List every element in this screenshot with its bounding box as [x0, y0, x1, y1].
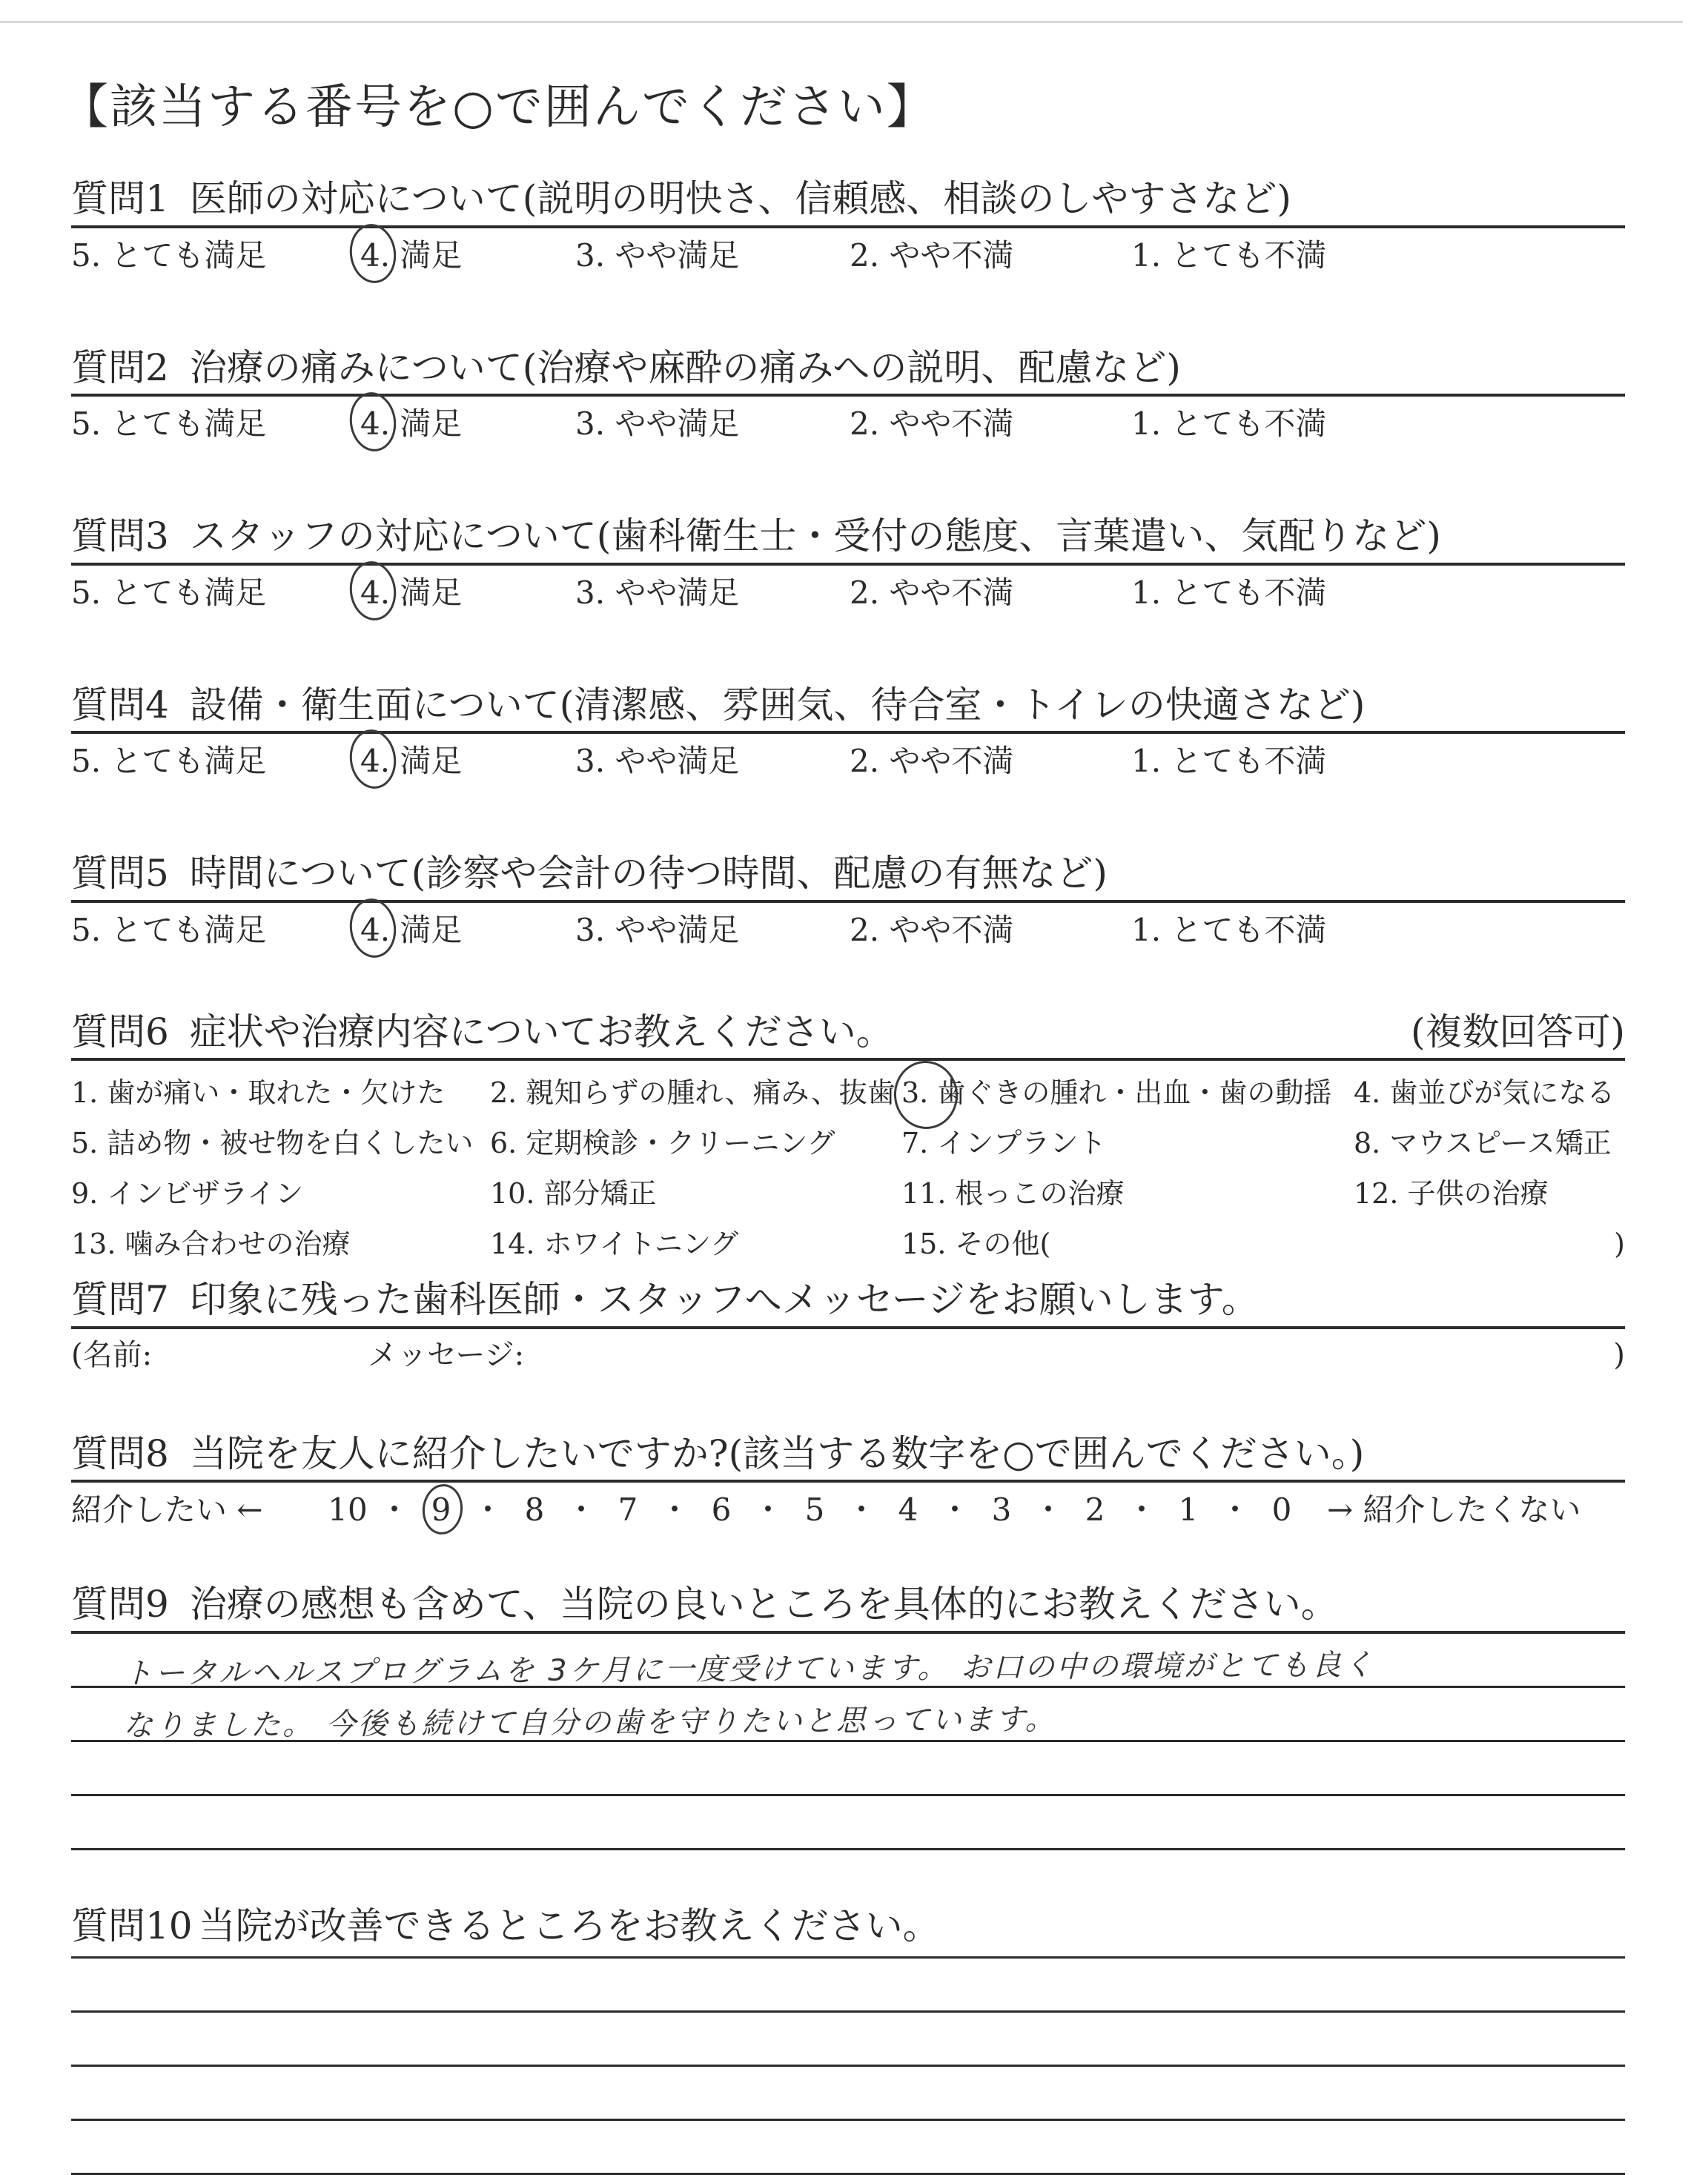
rating-option[interactable]: 2. やや不満: [850, 911, 1014, 948]
question-text: 印象に残った歯科医師・スタッフへメッセージをお願いします。: [189, 1278, 1259, 1322]
question-4: [71, 684, 1625, 791]
hand-drawn-circle-mark: [346, 896, 400, 961]
scale-number[interactable]: 5: [804, 1492, 825, 1529]
question-3: [71, 515, 1625, 622]
question-number: 質問6: [71, 1010, 169, 1053]
rating-choices: [71, 903, 1625, 959]
question-5-header: [71, 853, 1625, 903]
symptom-option-blank: [1354, 1222, 1625, 1265]
rating-option[interactable]: 2. やや不満: [850, 405, 1014, 443]
question-9: [71, 1583, 1625, 1850]
rating-option[interactable]: 3. やや満足: [575, 405, 740, 443]
message-row: [71, 1329, 1625, 1381]
symptom-options: [71, 1061, 1625, 1279]
rating-option[interactable]: 1. とても不満: [1131, 911, 1327, 948]
question-3-header: [71, 515, 1625, 566]
scale-number[interactable]: 10: [328, 1492, 368, 1529]
scale-separator: ・: [471, 1492, 503, 1529]
rating-choices: [71, 566, 1625, 622]
symptom-option[interactable]: 14. ホワイトニング: [490, 1228, 739, 1261]
rating-option[interactable]: 1. とても不満: [1131, 574, 1327, 611]
rating-option[interactable]: 5. とても満足: [71, 236, 267, 274]
scale-separator: ・: [565, 1492, 597, 1529]
scale-separator: ・: [1032, 1492, 1064, 1529]
question-text: 時間について(診察や会計の待つ時間、配慮の有無など): [189, 852, 1108, 896]
rating-option[interactable]: 1. とても不満: [1131, 405, 1327, 443]
rating-choices: [71, 734, 1625, 790]
rating-choices: [71, 397, 1625, 453]
scale-number[interactable]: 8: [524, 1492, 545, 1529]
handwritten-answer-line: なりました。 今後も続けて自分の歯を守りたいと思っています。: [122, 1702, 1057, 1744]
scale-separator: ・: [1125, 1492, 1157, 1529]
question-text: 設備・衛生面について(清潔感、雰囲気、待合室・トイレの快適さなど): [189, 683, 1366, 726]
question-text: 治療の痛みについて(治療や麻酔の痛みへの説明、配慮など): [189, 345, 1181, 389]
question-2: [71, 347, 1625, 454]
rating-option[interactable]: 1. とても不満: [1131, 236, 1327, 274]
symptom-option[interactable]: 2. 親知らずの腫れ、痛み、抜歯: [490, 1076, 896, 1110]
scale-number[interactable]: 9: [418, 1492, 464, 1539]
question-text: 治療の感想も含めて、当院の良いところを具体的にお教えください。: [189, 1583, 1338, 1626]
rating-questions: [71, 178, 1625, 959]
symptom-option[interactable]: 7. インプラント: [901, 1127, 1107, 1160]
question-number: 質問2: [71, 345, 169, 389]
message-label[interactable]: メッセージ:: [368, 1337, 525, 1372]
scale-number[interactable]: 7: [618, 1492, 638, 1529]
symptom-option[interactable]: 1. 歯が痛い・取れた・欠けた: [71, 1076, 446, 1110]
question-text: 症状や治療内容についてお教えください。: [189, 1010, 893, 1053]
question-8-header: [71, 1433, 1625, 1483]
name-label[interactable]: (名前:: [71, 1337, 153, 1372]
question-number: 質問4: [71, 683, 169, 726]
hand-drawn-circle-mark: [346, 726, 400, 792]
question-1: [71, 178, 1625, 285]
question-text: 当院を友人に紹介したいですか?(該当する数字を○で囲んでください。): [189, 1431, 1365, 1475]
question-7-header: [71, 1279, 1625, 1329]
question-1-header: [71, 178, 1625, 228]
answer-area-10[interactable]: [71, 1952, 1625, 2175]
handwritten-answer-line: トータルヘルスプログラムを 3ケ月に一度受けています。 お口の中の環境がとても良く: [122, 1647, 1376, 1691]
rating-option[interactable]: 2. やや不満: [850, 574, 1014, 611]
rating-option[interactable]: 4. 満足: [353, 575, 575, 622]
scale-number[interactable]: 4: [898, 1492, 918, 1529]
answer-line: [71, 1952, 1625, 1959]
rating-option[interactable]: 3. やや満足: [575, 743, 740, 780]
question-text: 当院が改善できるところをお教えください。: [198, 1904, 940, 1947]
scale-number[interactable]: 0: [1271, 1492, 1292, 1529]
question-10: [71, 1905, 1625, 2175]
answer-line: [71, 2013, 1625, 2067]
recommend-right-label: → 紹介したくない: [1327, 1492, 1581, 1529]
symptom-option[interactable]: 13. 噛み合わせの治療: [71, 1228, 351, 1261]
question-number: 質問10: [71, 1904, 193, 1947]
close-paren: ): [1613, 1337, 1625, 1372]
scale-separator: ・: [939, 1492, 970, 1529]
scale-separator: ・: [752, 1492, 784, 1529]
answer-line: [71, 2067, 1625, 2121]
question-text: スタッフの対応について(歯科衛生士・受付の態度、言葉遣い、気配りなど): [189, 514, 1441, 558]
scale-number[interactable]: 2: [1085, 1492, 1105, 1529]
scale-separator: ・: [845, 1492, 877, 1529]
close-paren: ): [1614, 1228, 1625, 1261]
rating-choices: [71, 228, 1625, 285]
recommend-scale: [71, 1483, 1625, 1539]
rating-option[interactable]: 3. やや満足: [575, 236, 740, 274]
scale-number[interactable]: 3: [991, 1492, 1012, 1529]
survey-sheet: [61, 80, 1625, 2175]
rating-option[interactable]: 4. 満足: [353, 912, 575, 959]
symptom-option[interactable]: 12. 子供の治療: [1354, 1177, 1549, 1211]
hand-drawn-circle-mark: [346, 558, 400, 623]
hand-drawn-circle-mark: [346, 389, 400, 454]
answer-area-9[interactable]: [71, 1634, 1625, 1850]
rating-option[interactable]: 1. とても不満: [1131, 743, 1327, 780]
question-number: 質問1: [71, 177, 169, 221]
question-number: 質問9: [71, 1583, 169, 1626]
hand-drawn-circle-mark: [420, 1483, 466, 1537]
symptom-option[interactable]: 11. 根っこの治療: [901, 1177, 1125, 1211]
question-text: 医師の対応について(説明の明快さ、信頼感、相談のしやすさなど): [189, 177, 1291, 221]
question-6-header: [71, 1011, 1625, 1062]
scale-separator: ・: [1219, 1492, 1251, 1529]
rating-option[interactable]: 5. とても満足: [71, 911, 267, 948]
hand-drawn-circle-mark: [346, 221, 400, 286]
scale-separator: ・: [378, 1492, 410, 1529]
symptom-option[interactable]: 9. インビザライン: [71, 1177, 304, 1211]
rating-option[interactable]: 4. 満足: [353, 743, 575, 790]
symptom-option[interactable]: 10. 部分矯正: [490, 1177, 657, 1211]
sheet-instruction: 【該当する番号を○で囲んでください】: [61, 80, 936, 135]
symptom-option[interactable]: 4. 歯並びが気になる: [1354, 1076, 1615, 1110]
question-5: [71, 853, 1625, 959]
rating-option[interactable]: 3. やや満足: [575, 574, 740, 611]
question-8: [71, 1433, 1625, 1540]
rating-option[interactable]: 5. とても満足: [71, 405, 267, 443]
answer-line: [71, 1959, 1625, 2013]
rating-option[interactable]: 5. とても満足: [71, 743, 267, 780]
question-10-header: [71, 1905, 1625, 1953]
scan-edge: [0, 21, 1683, 23]
recommend-left-label: 紹介したい ←: [71, 1492, 263, 1529]
rating-option[interactable]: 2. やや不満: [850, 236, 1014, 274]
answer-line: [71, 1796, 1625, 1850]
symptom-option[interactable]: 15. その他(: [901, 1228, 1051, 1261]
rating-option[interactable]: 5. とても満足: [71, 574, 267, 611]
rating-option[interactable]: 2. やや不満: [850, 743, 1014, 780]
symptom-option[interactable]: 6. 定期検診・クリーニング: [490, 1127, 835, 1160]
scale-number[interactable]: 6: [711, 1492, 732, 1529]
scale-separator: ・: [658, 1492, 690, 1529]
symptom-option[interactable]: 5. 詰め物・被せ物を白くしたい: [71, 1127, 474, 1160]
rating-option[interactable]: 3. やや満足: [575, 911, 740, 948]
question-7: [71, 1279, 1625, 1381]
question-number: 質問3: [71, 514, 169, 558]
multiple-answer-note: (複数回答可): [1410, 1010, 1625, 1053]
symptom-option[interactable]: 3. 歯ぐきの腫れ・出血・歯の動揺: [901, 1071, 1354, 1114]
answer-line: [71, 1742, 1625, 1796]
rating-option[interactable]: 4. 満足: [353, 405, 575, 453]
answer-line: [71, 2121, 1625, 2175]
question-number: 質問5: [71, 852, 169, 896]
question-6: [71, 1011, 1625, 1279]
question-2-header: [71, 347, 1625, 397]
question-9-header: [71, 1583, 1625, 1634]
scale-number[interactable]: 1: [1178, 1492, 1199, 1529]
question-number: 質問8: [71, 1431, 169, 1475]
symptom-option[interactable]: 8. マウスピース矯正: [1354, 1127, 1612, 1160]
question-4-header: [71, 684, 1625, 735]
question-number: 質問7: [71, 1278, 169, 1322]
rating-option[interactable]: 4. 満足: [353, 237, 575, 285]
